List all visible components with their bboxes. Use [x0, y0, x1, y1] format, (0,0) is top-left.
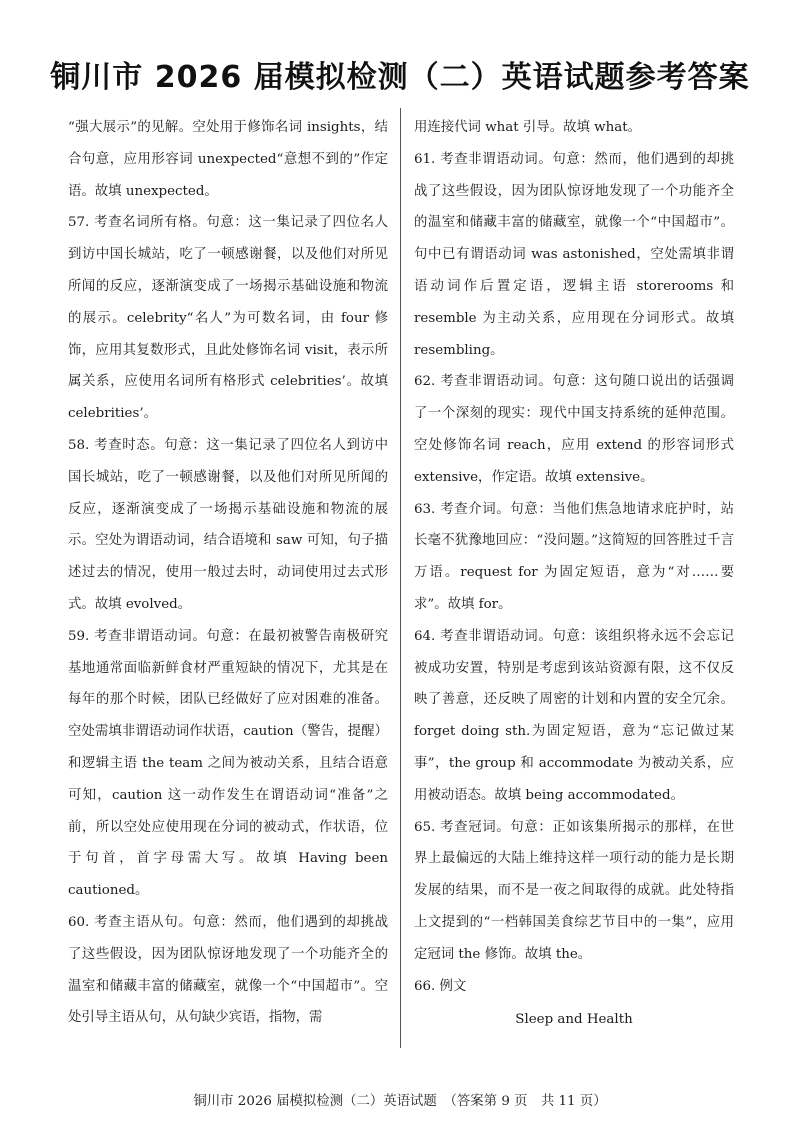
essay-title: Sleep and Health	[515, 1012, 633, 1028]
answer-63: 63. 考查介词。句意：当他们焦急地请求庇护时，站长毫不犹豫地回应：“没问题。”这简短的回答胜过千言万语。request for 为固定短语，意为“对……要求”。故填 for。	[414, 501, 734, 612]
left-column	[68, 112, 388, 1034]
answer-60: 60. 考查主语从句。句意：然而，他们遇到的却挑战了这些假设，因为团队惊讶地发现了一个功能齐全的温室和储藏丰富的储藏室，就像一个“中国超市”。空处引导主语从句，从句缺少宾语，指物，需	[68, 914, 388, 1026]
answer-paragraph: “强大展示”的见解。空处用于修饰名词 insights，结合句意，应用形容词 unexpected“意想不到的”作定语。故填 unexpected。	[68, 120, 388, 199]
answer-66: 66. 例文	[414, 978, 467, 994]
answer-59: 59. 考查非谓语动词。句意：在最初被警告南极研究基地通常面临新鲜食材严重短缺的情况下，尤其是在每年的那个时候，团队已经做好了应对困难的准备。空处需填非谓语动词作状语，caution（警告，提醒）和逻辑主语 the team 之间为被动关系，且结合语意可知，caution 这一动作发生在谓语动词“准备”之前，所以空处应使用现在分词的被动式，作状语，位于句首，首字母需大写。故填 Having been cautioned。	[68, 628, 388, 899]
answer-57: 57. 考查名词所有格。句意：这一集记录了四位名人到访中国长城站，吃了一顿感谢餐，以及他们对所见所闻的反应，逐渐演变成了一场揭示基础设施和物流的展示。celebrity“名人”为可数名词，由 four 修饰，应用其复数形式，且此处修饰名词 visit，表示所属关系，应使用名词所有格形式 celebrities’。故填 celebrities’。	[68, 215, 388, 422]
page-footer: 铜川市 2026 届模拟检测（二）英语试题 （答案第 9 页 共 11 页）	[193, 1094, 607, 1109]
answer-61: 61. 考查非谓语动词。句意：然而，他们遇到的却挑战了这些假设，因为团队惊讶地发现了一个功能齐全的温室和储藏丰富的储藏室，就像一个“中国超市”。句中已有谓语动词 was astonished，空处需填非谓语动词作后置定语，逻辑主语 storerooms 和 resemble 为主动关系，应用现在分词形式。故填 resembling。	[414, 151, 734, 358]
page-title: 铜川市 2026 届模拟检测（二）英语试题参考答案	[50, 60, 750, 95]
answer-62: 62. 考查非谓语动词。句意：这句随口说出的话强调了一个深刻的现实：现代中国支持系统的延伸范围。空处修饰名词 reach，应用 extend 的形容词形式 extensive，作定语。故填 extensive。	[414, 374, 734, 485]
answer-60-continued: 用连接代词 what 引导。故填 what。	[414, 120, 641, 135]
column-divider	[400, 108, 401, 1048]
answer-58: 58. 考查时态。句意：这一集记录了四位名人到访中国长城站，吃了一顿感谢餐，以及他们对所见所闻的反应，逐渐演变成了一场揭示基础设施和物流的展示。空处为谓语动词，结合语境和 saw 可知，句子描述过去的情况，使用一般过去时，动词使用过去式形式。故填 evolved。	[68, 437, 388, 612]
answer-64: 64. 考查非谓语动词。句意：该组织将永远不会忘记被成功安置，特别是考虑到该站资源有限，这不仅反映了善意，还反映了周密的计划和内置的安全冗余。forget doing sth.为固定短语，意为“忘记做过某事”，the group 和 accommodate 为被动关系，应用被动语态。故填 being accommodated。	[414, 628, 734, 803]
right-column	[414, 112, 734, 1036]
answer-65: 65. 考查冠词。句意：正如该集所揭示的那样，在世界上最偏远的大陆上维持这样一项行动的能力是长期发展的结果，而不是一夜之间取得的成就。此处特指上文提到的“一档韩国美食综艺节目中的一集”，应用定冠词 the 修饰。故填 the。	[414, 819, 734, 962]
